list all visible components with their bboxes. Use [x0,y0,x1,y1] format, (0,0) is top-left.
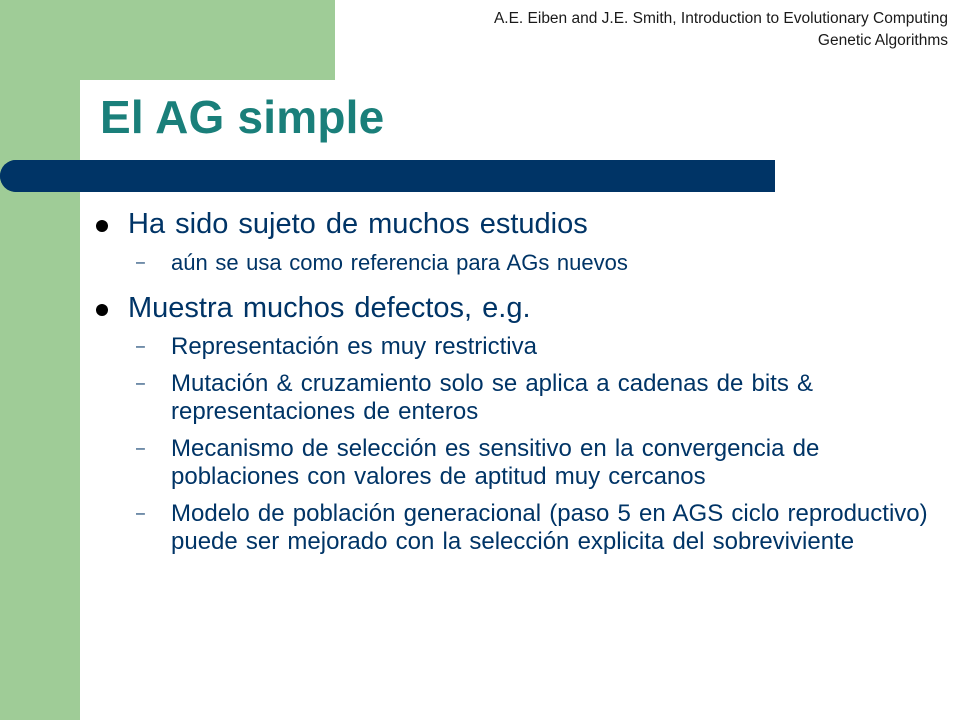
sub-bullet-item [90,249,940,277]
slide-body [90,205,940,556]
bullet-text: Muestra muchos defectos, e.g. [128,292,531,324]
top-green-block [80,0,335,80]
bullet-item [90,289,940,327]
title-divider-bar [0,160,775,192]
sub-bullet-item [90,500,940,556]
sub-bullet-text: Mecanismo de selección es sensitivo en la convergencia de poblaciones con valores de aptitud muy cercanos [171,435,820,490]
bullet-text: Ha sido sujeto de muchos estudios [128,208,588,240]
left-green-band [0,0,80,720]
header-line-2: Genetic Algorithms [817,32,948,49]
sub-bullet-item [90,333,940,361]
header-line-1: A.E. Eiben and J.E. Smith, Introduction to Evolutionary Computing [493,10,948,27]
dash-icon: – [136,254,145,271]
bullet-dot-icon [96,304,108,316]
sub-bullet-text: Mutación & cruzamiento solo se aplica a cadenas de bits & representaciones de enteros [171,370,814,425]
sub-bullet-item [90,435,940,491]
bullet-dot-icon [96,220,108,232]
dash-icon: – [136,505,145,522]
sub-bullet-item [90,370,940,426]
sub-bullet-text: aún se usa como referencia para AGs nuevos [171,250,628,275]
dash-icon: – [136,440,145,457]
slide-title: El AG simple [100,91,385,143]
dash-icon: – [136,375,145,392]
sub-bullet-text: Modelo de población generacional (paso 5 en AGS ciclo reproductivo) puede ser mejorado con la selección explicita del sobreviviente [171,500,928,555]
dash-icon: – [136,338,145,355]
bullet-item [90,205,940,243]
slide-header [494,8,948,52]
title-divider-cap [0,160,40,192]
sub-bullet-text: Representación es muy restrictiva [171,333,537,360]
